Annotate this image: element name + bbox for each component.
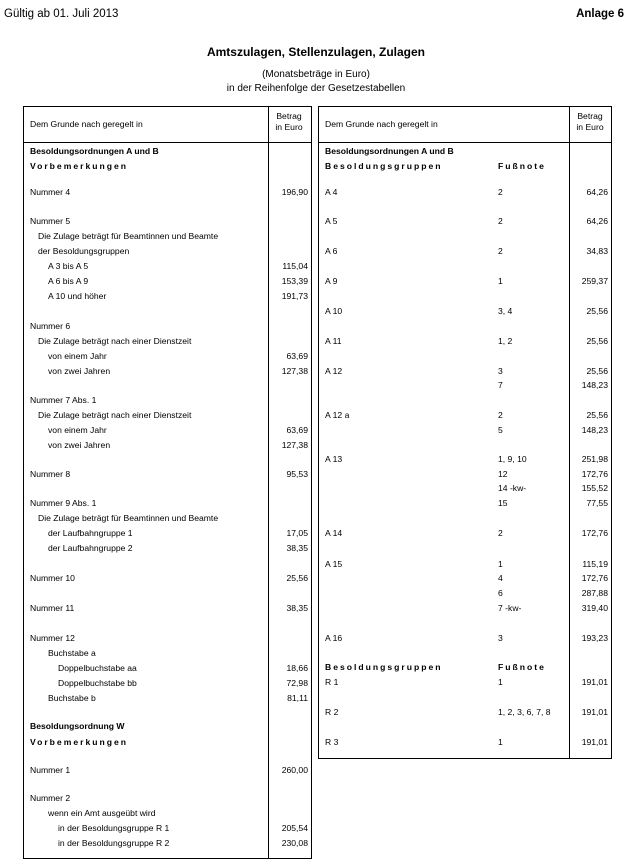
row-footnote: Fußnote (498, 662, 546, 672)
row-label: von zwei Jahren (48, 440, 111, 450)
row-label: Nummer 2 (30, 793, 71, 803)
row-amount: 287,88 (581, 588, 608, 598)
row-group: A 6 (325, 246, 338, 256)
row-footnote: Fußnote (498, 161, 546, 171)
row-footnote: 6 (498, 588, 503, 598)
row-amount: 260,00 (281, 765, 308, 775)
row-amount: 25,56 (286, 573, 308, 583)
row-label: Nummer 1 (30, 765, 71, 775)
subtitle-1: (Monatsbeträge in Euro) (262, 69, 370, 80)
row-amount: 205,54 (281, 823, 308, 833)
row-amount: 172,76 (581, 469, 608, 479)
row-footnote: 1 (498, 276, 503, 286)
row-label: Nummer 11 (30, 603, 75, 613)
row-amount: 95,53 (286, 469, 308, 479)
row-group: A 12 (325, 366, 343, 376)
row-group: R 1 (325, 677, 339, 687)
row-label: wenn ein Amt ausgeübt wird (48, 808, 156, 818)
row-footnote: 2 (498, 528, 503, 538)
row-amount: 64,26 (586, 216, 608, 226)
row-amount: 153,39 (281, 276, 308, 286)
row-group: A 11 (325, 336, 342, 346)
row-group: A 5 (325, 216, 338, 226)
row-footnote: 2 (498, 246, 503, 256)
row-label: Besoldungsordnungen A und B (30, 146, 159, 156)
subtitle-2: in der Reihenfolge der Gesetzestabellen (226, 83, 406, 94)
row-label: Nummer 6 (30, 321, 71, 331)
row-group: Besoldungsgruppen (325, 161, 443, 171)
row-label: Nummer 4 (30, 187, 71, 197)
row-label: Vorbemerkungen (30, 161, 129, 171)
row-group: R 2 (325, 707, 339, 717)
row-footnote: 1, 2, 3, 6, 7, 8 (498, 707, 551, 717)
row-amount: 148,23 (581, 380, 608, 390)
row-label: A 3 bis A 5 (48, 261, 89, 271)
row-footnote: 2 (498, 216, 503, 226)
row-label: Besoldungsordnung W (30, 721, 125, 731)
row-amount: 72,98 (286, 678, 308, 688)
row-group: A 10 (325, 306, 343, 316)
row-amount: 25,56 (586, 306, 608, 316)
row-amount: 148,23 (581, 425, 608, 435)
row-label: Die Zulage beträgt für Beamtinnen und Beamte (38, 513, 219, 523)
row-amount: 18,66 (286, 663, 308, 673)
row-footnote: 1 (498, 559, 503, 569)
row-label: Buchstabe b (48, 693, 96, 703)
row-footnote: 3 (498, 366, 503, 376)
row-label: der Laufbahngruppe 1 (48, 528, 133, 538)
row-amount: 191,01 (581, 707, 608, 717)
row-group: A 12 a (325, 410, 350, 420)
row-label: in der Besoldungsgruppe R 2 (58, 838, 170, 848)
row-amount: 319,40 (581, 603, 608, 613)
row-amount: 63,69 (286, 351, 308, 361)
row-label: Vorbemerkungen (30, 737, 129, 747)
row-label: Doppelbuchstabe bb (58, 678, 137, 688)
row-group: A 16 (325, 633, 343, 643)
row-label: Nummer 10 (30, 573, 75, 583)
row-footnote: 7 -kw- (498, 603, 522, 613)
row-footnote: 1, 2 (498, 336, 513, 346)
row-amount: 34,83 (586, 246, 608, 256)
row-amount: 127,38 (281, 440, 308, 450)
row-label: A 10 und höher (48, 291, 107, 301)
row-amount: 196,90 (281, 187, 308, 197)
row-label: von zwei Jahren (48, 366, 111, 376)
row-label: Die Zulage beträgt nach einer Dienstzeit (38, 336, 192, 346)
row-amount: 259,37 (581, 276, 608, 286)
row-amount: 230,08 (281, 838, 308, 848)
row-amount: 25,56 (586, 366, 608, 376)
left-col-amount-header: Betrag in Euro (275, 111, 303, 132)
row-amount: 193,23 (581, 633, 608, 643)
row-label: Buchstabe a (48, 648, 96, 658)
row-amount: 172,76 (581, 528, 608, 538)
row-group: A 15 (325, 559, 343, 569)
validity-date: Gültig ab 01. Juli 2013 (4, 8, 119, 20)
row-label: Doppelbuchstabe aa (58, 663, 137, 673)
row-footnote: 4 (498, 573, 503, 583)
row-amount: 191,01 (581, 737, 608, 747)
row-amount: 81,11 (287, 693, 308, 703)
row-group: A 14 (325, 528, 343, 538)
row-group: R 3 (325, 737, 339, 747)
row-footnote: 1 (498, 737, 503, 747)
row-group: A 4 (325, 187, 338, 197)
row-amount: 155,52 (581, 483, 608, 493)
page-title: Amtszulagen, Stellenzulagen, Zulagen (206, 45, 426, 59)
row-label: Nummer 9 Abs. 1 (30, 498, 97, 508)
row-amount: 64,26 (586, 187, 608, 197)
row-amount: 191,73 (281, 291, 308, 301)
row-footnote: 3, 4 (498, 306, 513, 316)
row-footnote: 12 (498, 469, 508, 479)
row-group: Besoldungsordnungen A und B (325, 146, 454, 156)
row-amount: 25,56 (586, 336, 608, 346)
row-amount: 25,56 (586, 410, 608, 420)
row-label: Nummer 5 (30, 216, 71, 226)
row-amount: 127,38 (281, 366, 308, 376)
row-amount: 251,98 (581, 454, 608, 464)
row-amount: 191,01 (581, 677, 608, 687)
right-col-basis-header: Dem Grunde nach geregelt in (325, 119, 438, 129)
row-label: A 6 bis A 9 (48, 276, 89, 286)
row-amount: 172,76 (581, 573, 608, 583)
row-label: Die Zulage beträgt für Beamtinnen und Beamte (38, 231, 219, 241)
row-footnote: 14 -kw- (498, 483, 527, 493)
row-footnote: 2 (498, 187, 503, 197)
row-label: in der Besoldungsgruppe R 1 (58, 823, 170, 833)
row-label: Nummer 8 (30, 469, 71, 479)
row-group: A 9 (325, 276, 338, 286)
annex-label: Anlage 6 (576, 8, 624, 20)
row-group: Besoldungsgruppen (325, 662, 443, 672)
row-footnote: 5 (498, 425, 503, 435)
row-label: Die Zulage beträgt nach einer Dienstzeit (38, 410, 192, 420)
row-footnote: 2 (498, 410, 503, 420)
row-footnote: 15 (498, 498, 508, 508)
row-amount: 63,69 (286, 425, 308, 435)
row-footnote: 1, 9, 10 (498, 454, 527, 464)
row-label: Nummer 12 (30, 633, 75, 643)
row-amount: 77,55 (586, 498, 608, 508)
left-col-basis-header: Dem Grunde nach geregelt in (30, 119, 143, 129)
row-label: von einem Jahr (48, 351, 107, 361)
row-label: der Laufbahngruppe 2 (48, 543, 133, 553)
row-amount: 38,35 (286, 603, 308, 613)
row-footnote: 3 (498, 633, 503, 643)
row-footnote: 7 (498, 380, 503, 390)
row-amount: 38,35 (286, 543, 308, 553)
row-amount: 115,19 (582, 559, 608, 569)
row-label: Nummer 7 Abs. 1 (30, 395, 97, 405)
row-label: von einem Jahr (48, 425, 107, 435)
row-amount: 17,05 (286, 528, 308, 538)
row-group: A 13 (325, 454, 343, 464)
row-amount: 115,04 (282, 261, 308, 271)
row-footnote: 1 (498, 677, 503, 687)
right-col-amount-header: Betrag in Euro (576, 111, 604, 132)
row-label: der Besoldungsgruppen (38, 246, 130, 256)
